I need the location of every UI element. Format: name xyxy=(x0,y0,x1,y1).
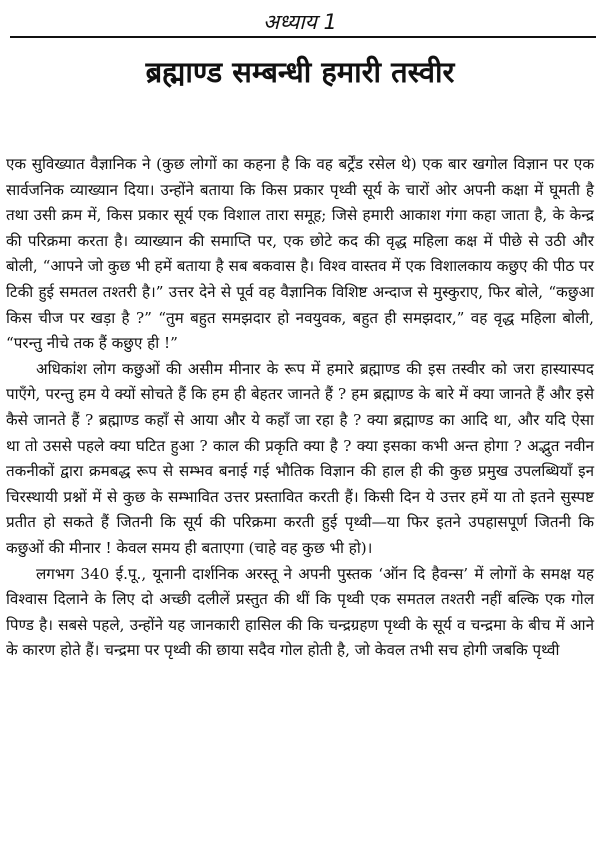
body-text xyxy=(6,152,594,664)
paragraph-3: लगभग 340 ई.पू., यूनानी दार्शनिक अरस्तू ने अपनी पुस्तक ‘ऑन दि हैवन्स’ में लोगों के समक्ष यह विश्वास दिलाने के लिए दो अच्छी दलीलें प्रस्तुत की थीं कि पृथ्वी एक समतल तश्तरी नहीं बल्कि एक गोल पिण्ड है। सबसे पहले, उन्होंने यह जानकारी हासिल की कि चन्द्रग्रहण पृथ्वी के सूर्य व चन्द्रमा के बीच में आने के कारण होते हैं। चन्द्रमा पर पृथ्वी की छाया सदैव गोल होती है, जो केवल तभी सच होगी जबकि पृथ्वी xyxy=(6,564,594,660)
paragraph-1: एक सुविख्यात वैज्ञानिक ने (कुछ लोगों का कहना है कि वह बर्ट्रेंड रसेल थे) एक बार खगोल विज्ञान पर एक सार्वजनिक व्याख्यान दिया। उन्होंने बताया कि किस प्रकार पृथ्वी सूर्य के चारों ओर अपनी कक्षा में घूमती है तथा उसी क्रम में, किस प्रकार सूर्य एक विशाल तारा समूह; जिसे हमारी आकाश गंगा कहा जाता है, के केन्द्र की परिक्रमा करता है। व्याख्यान की समाप्ति पर, एक छोटे कद की वृद्ध महिला कक्ष में पीछे से उठी और बोली, “आपने जो कुछ भी हमें बताया है सब बकवास है। विश्व वास्तव में एक विशालकाय कछुए की पीठ पर टिकी हुई समतल तश्तरी है।” उत्तर देने से पूर्व वह वैज्ञानिक विशिष्ट अन्दाज से मुस्कुराए, फिर बोले, “कछुआ किस चीज पर खड़ा है ?” “तुम बहुत समझदार हो नवयुवक, बहुत ही समझदार,” वह वृद्ध महिला बोली, “परन्तु नीचे तक हैं कछुए ही !” xyxy=(6,155,594,353)
chapter-label: अध्याय 1 xyxy=(263,10,337,34)
chapter-title: ब्रह्माण्ड सम्बन्धी हमारी तस्वीर xyxy=(145,55,455,89)
paragraph-2: अधिकांश लोग कछुओं की असीम मीनार के रूप में हमारे ब्रह्माण्ड की इस तस्वीर को जरा हास्यास्पद पाएँगे, परन्तु हम ये क्यों सोचते हैं कि हम ही बेहतर जानते हैं ? हम ब्रह्माण्ड के बारे में क्या जानते हैं और इसे कैसे जानते हैं ? ब्रह्माण्ड कहाँ से आया और ये कहाँ जा रहा है ? क्या ब्रह्माण्ड का आदि था, और यदि ऐसा था तो उससे पहले क्या घटित हुआ ? काल की प्रकृति क्या है ? क्या इसका कभी अन्त होगा ? अद्भुत नवीन तकनीकों द्वारा क्रमबद्ध रूप से सम्भव बनाई गई भौतिक विज्ञान की हाल ही की कुछ प्रमुख उपलब्धियाँ इन चिरस्थायी प्रश्नों में से कुछ के सम्भावित उत्तर प्रस्तावित करती हैं। किसी दिन ये उत्तर हमें या तो इतने सुस्पष्ट प्रतीत हो सकते हैं जितनी कि सूर्य की परिक्रमा करती हुई पृथ्वी—या फिर इतने उपहासपूर्ण जितनी कि कछुओं की मीनार ! केवल समय ही बताएगा (चाहे वह कुछ भी हो)। xyxy=(6,359,594,557)
header-rule xyxy=(10,36,596,38)
